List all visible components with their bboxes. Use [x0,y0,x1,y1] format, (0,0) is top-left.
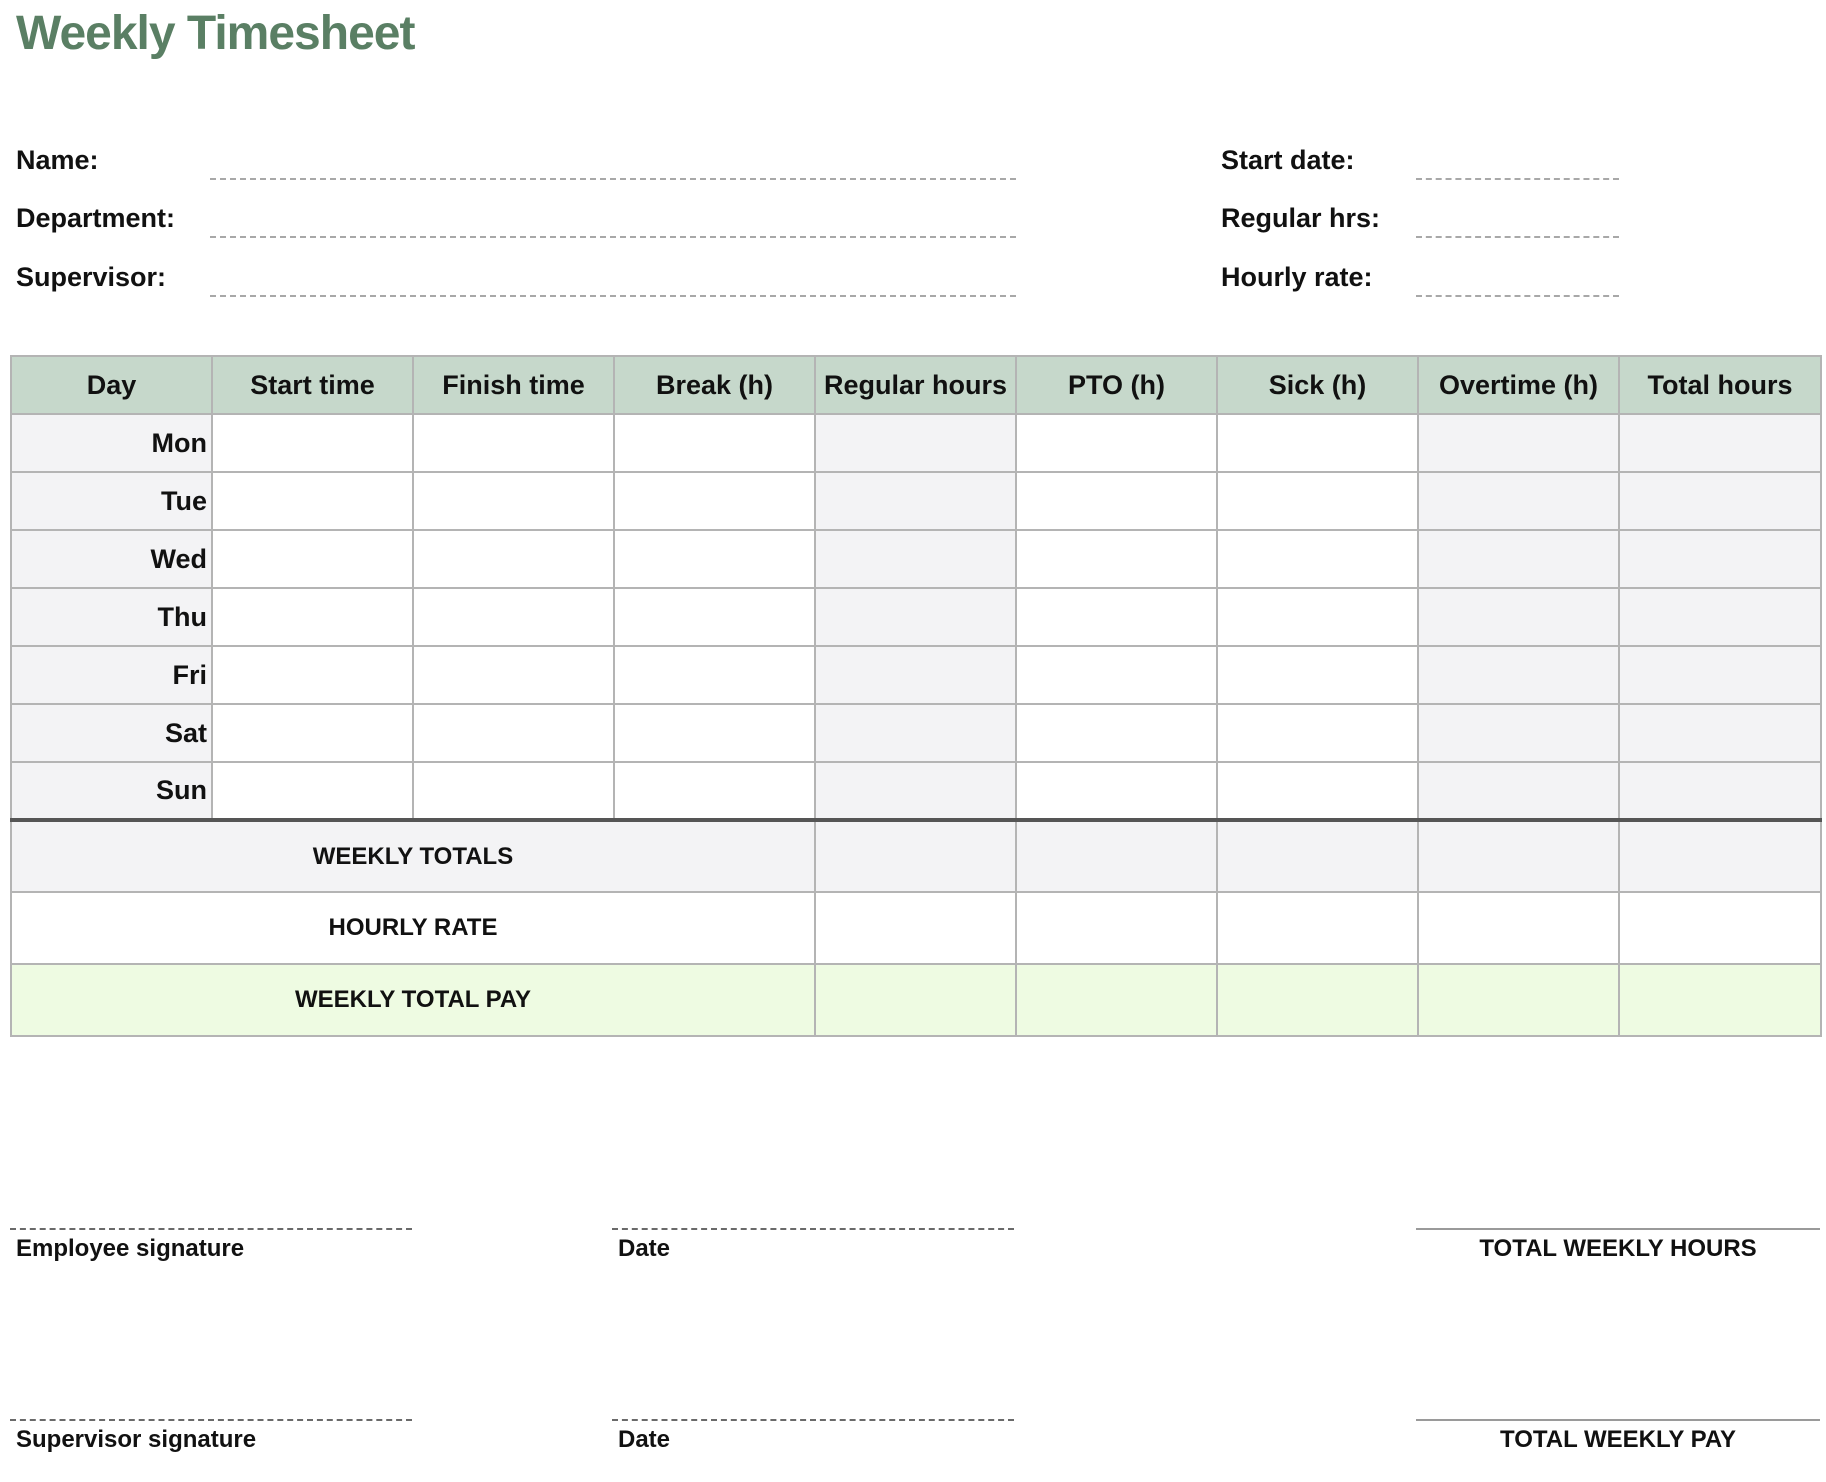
sick-cell[interactable] [1217,588,1418,646]
pay-regular-cell [815,964,1016,1036]
pto-cell[interactable] [1016,588,1217,646]
department-label: Department: [16,203,176,233]
hourly-rate-field[interactable] [1416,295,1619,297]
sick-cell[interactable] [1217,646,1418,704]
total-hours-cell [1619,704,1821,762]
overtime-cell [1418,530,1619,588]
regular-hours-cell [815,646,1016,704]
start-time-cell[interactable] [212,472,413,530]
employee-signature-label: Employee signature [16,1235,245,1262]
header-total-hours: Total hours [1619,356,1821,414]
table-row [11,414,1821,472]
break-cell[interactable] [614,646,815,704]
weekly-totals-label: WEEKLY TOTALS [11,820,815,892]
rate-regular-cell[interactable] [815,892,1016,964]
total-weekly-pay-label: TOTAL WEEKLY PAY [1499,1426,1737,1453]
day-label: Tue [11,472,212,530]
day-label: Wed [11,530,212,588]
finish-time-cell[interactable] [413,530,614,588]
supervisor-signature-line[interactable] [10,1419,412,1421]
pto-cell[interactable] [1016,530,1217,588]
overtime-cell [1418,646,1619,704]
pay-total-cell [1619,964,1821,1036]
regular-hours-cell [815,530,1016,588]
finish-time-cell[interactable] [413,762,614,820]
day-label: Sat [11,704,212,762]
break-cell[interactable] [614,762,815,820]
employee-date-line[interactable] [612,1228,1014,1230]
weekly-sick-cell [1217,820,1418,892]
start-time-cell[interactable] [212,762,413,820]
sick-cell[interactable] [1217,414,1418,472]
total-weekly-hours-label: TOTAL WEEKLY HOURS [1479,1235,1757,1262]
day-label: Mon [11,414,212,472]
start-time-cell[interactable] [212,646,413,704]
start-time-cell[interactable] [212,588,413,646]
pto-cell[interactable] [1016,704,1217,762]
weekly-pto-cell [1016,820,1217,892]
timesheet-table [10,355,1822,1037]
table-row [11,646,1821,704]
sick-cell[interactable] [1217,762,1418,820]
table-header-row [11,356,1821,414]
start-time-cell[interactable] [212,414,413,472]
overtime-cell [1418,414,1619,472]
break-cell[interactable] [614,414,815,472]
regular-hours-cell [815,588,1016,646]
weekly-total-hours-cell [1619,820,1821,892]
break-cell[interactable] [614,704,815,762]
employee-date-label: Date [618,1235,671,1262]
break-cell[interactable] [614,472,815,530]
finish-time-cell[interactable] [413,646,614,704]
hourly-rate-row-label: HOURLY RATE [11,892,815,964]
header-finish-time: Finish time [413,356,614,414]
rate-overtime-cell[interactable] [1418,892,1619,964]
header-break: Break (h) [614,356,815,414]
header-pto: PTO (h) [1016,356,1217,414]
pto-cell[interactable] [1016,762,1217,820]
pay-sick-cell [1217,964,1418,1036]
table-row [11,704,1821,762]
supervisor-date-line[interactable] [612,1419,1014,1421]
hourly-rate-label: Hourly rate: [1221,262,1373,292]
rate-pto-cell[interactable] [1016,892,1217,964]
supervisor-label: Supervisor: [16,262,167,292]
day-label: Thu [11,588,212,646]
total-hours-cell [1619,530,1821,588]
pto-cell[interactable] [1016,414,1217,472]
start-time-cell[interactable] [212,530,413,588]
day-label: Fri [11,646,212,704]
regular-hrs-label: Regular hrs: [1221,203,1381,233]
total-hours-cell [1619,646,1821,704]
table-row [11,762,1821,820]
total-hours-cell [1619,414,1821,472]
finish-time-cell[interactable] [413,414,614,472]
header-day: Day [11,356,212,414]
start-date-label: Start date: [1221,145,1355,175]
name-label: Name: [16,145,99,175]
sick-cell[interactable] [1217,472,1418,530]
name-field[interactable] [210,178,1016,180]
header-sick: Sick (h) [1217,356,1418,414]
break-cell[interactable] [614,530,815,588]
table-row [11,472,1821,530]
header-regular-hours: Regular hours [815,356,1016,414]
pto-cell[interactable] [1016,646,1217,704]
pay-overtime-cell [1418,964,1619,1036]
total-hours-cell [1619,762,1821,820]
overtime-cell [1418,472,1619,530]
overtime-cell [1418,762,1619,820]
table-row [11,588,1821,646]
finish-time-cell[interactable] [413,704,614,762]
weekly-overtime-cell [1418,820,1619,892]
supervisor-field[interactable] [210,295,1016,297]
regular-hours-cell [815,762,1016,820]
supervisor-date-label: Date [618,1426,671,1453]
rate-total-cell[interactable] [1619,892,1821,964]
regular-hours-cell [815,472,1016,530]
employee-signature-line[interactable] [10,1228,412,1230]
sick-cell[interactable] [1217,704,1418,762]
page-title: Weekly Timesheet [16,7,415,60]
total-weekly-hours-line [1416,1228,1820,1230]
weekly-total-pay-label: WEEKLY TOTAL PAY [11,964,815,1036]
start-time-cell[interactable] [212,704,413,762]
overtime-cell [1418,704,1619,762]
supervisor-signature-label: Supervisor signature [16,1426,257,1453]
pto-cell[interactable] [1016,472,1217,530]
header-overtime: Overtime (h) [1418,356,1619,414]
total-weekly-pay-line [1416,1419,1820,1421]
table-row [11,530,1821,588]
total-hours-cell [1619,472,1821,530]
overtime-cell [1418,588,1619,646]
department-field[interactable] [210,236,1016,238]
header-start-time: Start time [212,356,413,414]
weekly-regular-hours-cell [815,820,1016,892]
weekly-totals-row [11,820,1821,892]
regular-hours-cell [815,414,1016,472]
hourly-rate-row [11,892,1821,964]
day-label: Sun [11,762,212,820]
regular-hrs-field[interactable] [1416,236,1619,238]
break-cell[interactable] [614,588,815,646]
rate-sick-cell[interactable] [1217,892,1418,964]
finish-time-cell[interactable] [413,588,614,646]
pay-pto-cell [1016,964,1217,1036]
sick-cell[interactable] [1217,530,1418,588]
start-date-field[interactable] [1416,178,1619,180]
finish-time-cell[interactable] [413,472,614,530]
weekly-total-pay-row [11,964,1821,1036]
total-hours-cell [1619,588,1821,646]
regular-hours-cell [815,704,1016,762]
